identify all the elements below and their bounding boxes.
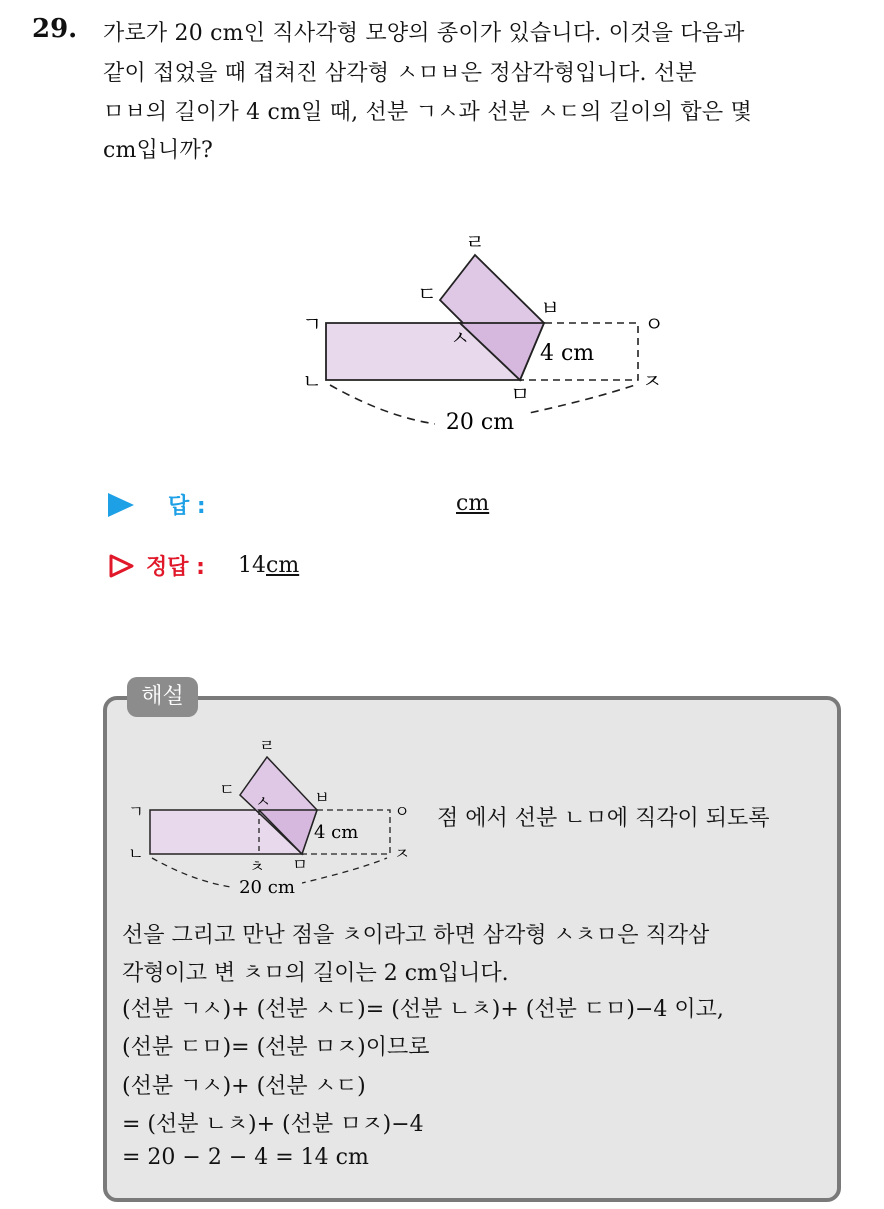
answer-arrow-icon [108, 493, 134, 517]
label-r: ㄹ [465, 230, 485, 254]
svg-text:4 cm: 4 cm [314, 822, 359, 843]
solution-tab: 해설 [127, 677, 198, 717]
solution-line-5: (선분 ㄱㅅ)+ (선분 ㅅㄷ) [122, 1074, 366, 1099]
answer-label: 답 : [168, 494, 206, 519]
solution-line-6: = (선분 ㄴㅊ)+ (선분 ㅁㅈ)−4 [122, 1112, 424, 1137]
question-line-4: cm입니까? [103, 138, 213, 163]
question-line-3: ㅁㅂ의 길이가 4 cm일 때, 선분 ㄱㅅ과 선분 ㅅㄷ의 길이의 합은 몇 [103, 100, 752, 125]
label-b: ㅂ [540, 296, 560, 320]
question-line-2: 같이 접었을 때 겹쳐진 삼각형 ㅅㅁㅂ은 정삼각형입니다. 선분 [103, 61, 697, 86]
svg-text:20 cm: 20 cm [239, 877, 295, 897]
svg-text:ㅇ: ㅇ [394, 802, 410, 821]
label-j: ㅈ [642, 369, 662, 393]
correct-label: 정답 : [146, 555, 205, 580]
svg-text:ㄱ: ㄱ [128, 802, 144, 821]
solution-line-7: = 20 − 2 − 4 = 14 cm [122, 1145, 369, 1170]
solution-figure [122, 735, 422, 897]
solution-first-line: 점 에서 선분 ㄴㅁ에 직각이 되도록 [437, 806, 770, 831]
correct-arrow-icon [108, 553, 136, 579]
svg-text:ㅊ: ㅊ [249, 857, 265, 876]
svg-text:ㅂ: ㅂ [314, 788, 330, 807]
measure-4cm: 4 cm [540, 341, 595, 366]
correct-value [238, 553, 299, 578]
label-o: ㅇ [644, 312, 664, 336]
question-number: 29. [32, 14, 78, 44]
svg-text:ㅈ: ㅈ [394, 844, 410, 863]
label-m: ㅁ [510, 382, 530, 406]
svg-text:ㅅ: ㅅ [255, 792, 271, 811]
svg-text:ㄴ: ㄴ [128, 844, 144, 863]
correct-number: 14 [238, 553, 266, 578]
label-n: ㄴ [302, 369, 322, 393]
svg-text:ㄹ: ㄹ [259, 736, 275, 755]
svg-text:ㅁ: ㅁ [292, 855, 308, 874]
question-line-1: 가로가 20 cm인 직사각형 모양의 종이가 있습니다. 이것을 다음과 [103, 21, 745, 46]
solution-line-1: 선을 그리고 만난 점을 ㅊ이라고 하면 삼각형 ㅅㅊㅁ은 직각삼 [122, 923, 710, 948]
folded-paper-figure [290, 225, 680, 440]
label-s: ㅅ [450, 326, 470, 350]
measure-20cm: 20 cm [445, 410, 515, 435]
label-d: ㄷ [417, 282, 437, 306]
svg-text:ㄷ: ㄷ [219, 780, 235, 799]
solution-line-3: (선분 ㄱㅅ)+ (선분 ㅅㄷ)= (선분 ㄴㅊ)+ (선분 ㄷㅁ)−4 이고, [122, 997, 724, 1022]
solution-line-4: (선분 ㄷㅁ)= (선분 ㅁㅈ)이므로 [122, 1035, 430, 1060]
solution-line-2: 각형이고 변 ㅊㅁ의 길이는 2 cm입니다. [122, 961, 509, 986]
answer-unit: cm [456, 491, 490, 516]
correct-unit: cm [266, 553, 300, 578]
label-g: ㄱ [302, 312, 322, 336]
